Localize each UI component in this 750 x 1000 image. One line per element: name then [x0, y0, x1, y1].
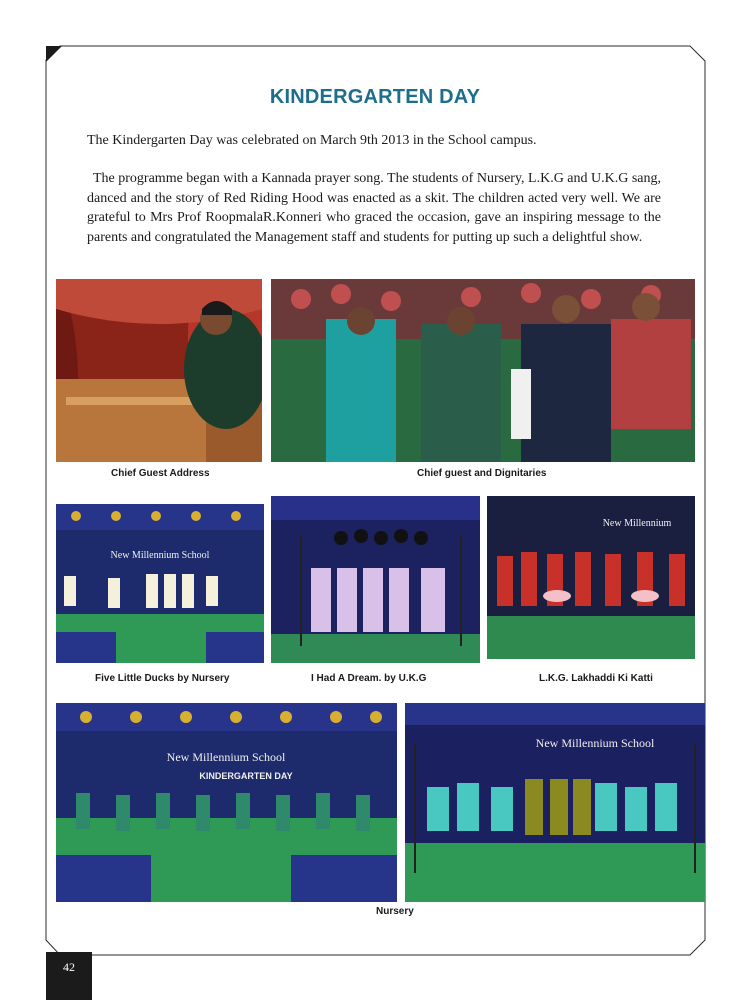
banner-nursery-left-sub: KINDERGARTEN DAY	[199, 771, 293, 781]
caption-chief-guest-address: Chief Guest Address	[111, 468, 210, 479]
caption-lakhaddi: L.K.G. Lakhaddi Ki Katti	[539, 673, 653, 684]
intro-paragraph: The Kindergarten Day was celebrated on March 9th 2013 in the School campus.	[87, 133, 537, 148]
photo-i-had-a-dream	[271, 496, 480, 663]
page-number-box	[46, 952, 92, 1000]
banner-nursery-left: New Millennium School	[166, 750, 286, 764]
caption-nursery: Nursery	[376, 906, 414, 917]
photo-nursery-right	[405, 703, 705, 902]
page-title: KINDERGARTEN DAY	[269, 86, 481, 108]
caption-five-little-ducks: Five Little Ducks by Nursery	[95, 673, 230, 684]
banner-five-little-ducks: New Millennium School	[110, 550, 210, 561]
photo-nursery-left	[56, 703, 397, 902]
photo-dignitaries	[271, 279, 695, 462]
programme-paragraph: The programme began with a Kannada prayer song. The students of Nursery, L.K.G and U.K.G sang, danced and the story of Red Riding Hood was enacted as a skit. The children acted very well. We are grateful to Mrs Prof RoopmalaR.Konneri who graced the occasion, gave an inspiring message to the parents and congratulated the Management staff and students for putting up such a delightful show.	[87, 171, 662, 245]
photo-lakhaddi-ki-katti	[487, 496, 695, 659]
banner-nursery-right: New Millennium School	[535, 736, 655, 750]
page-number: 42	[63, 960, 75, 974]
banner-lakhaddi: New Millennium	[602, 518, 672, 529]
photo-five-little-ducks	[56, 504, 264, 663]
photo-chief-guest-address	[56, 279, 262, 462]
corner-ornament-icon	[46, 46, 62, 62]
caption-i-had-a-dream: I Had A Dream. by U.K.G	[311, 673, 427, 684]
caption-dignitaries: Chief guest and Dignitaries	[417, 468, 547, 479]
